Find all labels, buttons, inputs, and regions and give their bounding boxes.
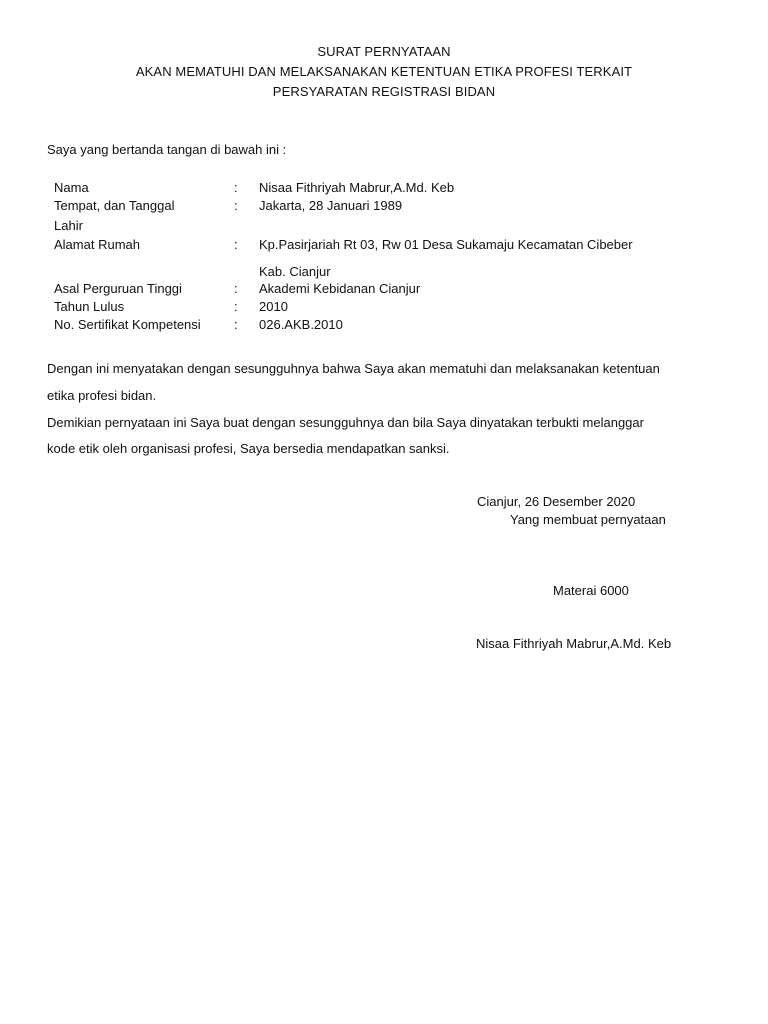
- field-colon: :: [234, 198, 238, 213]
- document-subtitle-line-2: PERSYARATAN REGISTRASI BIDAN: [272, 84, 496, 99]
- field-label-alamat: Alamat Rumah: [54, 237, 140, 252]
- place-date: Cianjur, 26 Desember 2020: [477, 494, 636, 509]
- field-label-asal: Asal Perguruan Tinggi: [54, 281, 182, 296]
- statement-paragraph-line-2: etika profesi bidan.: [47, 388, 157, 403]
- field-colon: :: [234, 180, 238, 195]
- field-colon: :: [234, 299, 238, 314]
- document-title: SURAT PERNYATAAN: [317, 44, 451, 59]
- signer-name: Nisaa Fithriyah Mabrur,A.Md. Keb: [476, 636, 672, 651]
- field-row-ttl: [54, 198, 734, 216]
- field-colon: :: [234, 237, 238, 252]
- field-value-sertifikat: 026.AKB.2010: [259, 317, 343, 332]
- statement-paragraph-line-1: Dengan ini menyatakan dengan sesungguhnya bahwa Saya akan mematuhi dan melaksanakan ketentuan: [47, 361, 660, 376]
- field-value-tahun: 2010: [259, 299, 288, 314]
- field-row-nama: [54, 180, 734, 198]
- intro-text: Saya yang bertanda tangan di bawah ini :: [47, 142, 287, 157]
- signer-caption: Yang membuat pernyataan: [510, 512, 666, 527]
- field-colon: :: [234, 317, 238, 332]
- field-row-alamat: [54, 237, 734, 255]
- closing-paragraph-line-2: kode etik oleh organisasi profesi, Saya bersedia mendapatkan sanksi.: [47, 441, 450, 456]
- field-label-tahun: Tahun Lulus: [54, 299, 125, 314]
- closing-paragraph-line-1: Demikian pernyataan ini Saya buat dengan sesungguhnya dan bila Saya dinyatakan terbukti melanggar: [47, 415, 644, 430]
- field-label-ttl: Tempat, dan Tanggal: [54, 198, 175, 213]
- field-value-alamat-line-2: Kab. Cianjur: [259, 264, 331, 279]
- field-label-sertifikat: No. Sertifikat Kompetensi: [54, 317, 201, 332]
- field-row-asal: [54, 281, 734, 299]
- field-label-ttl-line-2: Lahir: [54, 218, 83, 233]
- document-subtitle-line-1: AKAN MEMATUHI DAN MELAKSANAKAN KETENTUAN ETIKA PROFESI TERKAIT: [135, 64, 633, 79]
- field-value-ttl: Jakarta, 28 Januari 1989: [259, 198, 403, 213]
- field-label-nama: Nama: [54, 180, 89, 195]
- stamp-duty-label: Materai 6000: [553, 583, 629, 598]
- field-row-tahun: [54, 299, 734, 317]
- field-row-alamat-cont: [54, 264, 734, 282]
- field-row-sertifikat: [54, 317, 734, 335]
- field-colon: :: [234, 281, 238, 296]
- field-row-ttl-cont: [54, 218, 734, 236]
- field-value-asal: Akademi Kebidanan Cianjur: [259, 281, 421, 296]
- field-value-alamat: Kp.Pasirjariah Rt 03, Rw 01 Desa Sukamaju Kecamatan Cibeber: [259, 237, 633, 252]
- field-value-nama: Nisaa Fithriyah Mabrur,A.Md. Keb: [259, 180, 455, 195]
